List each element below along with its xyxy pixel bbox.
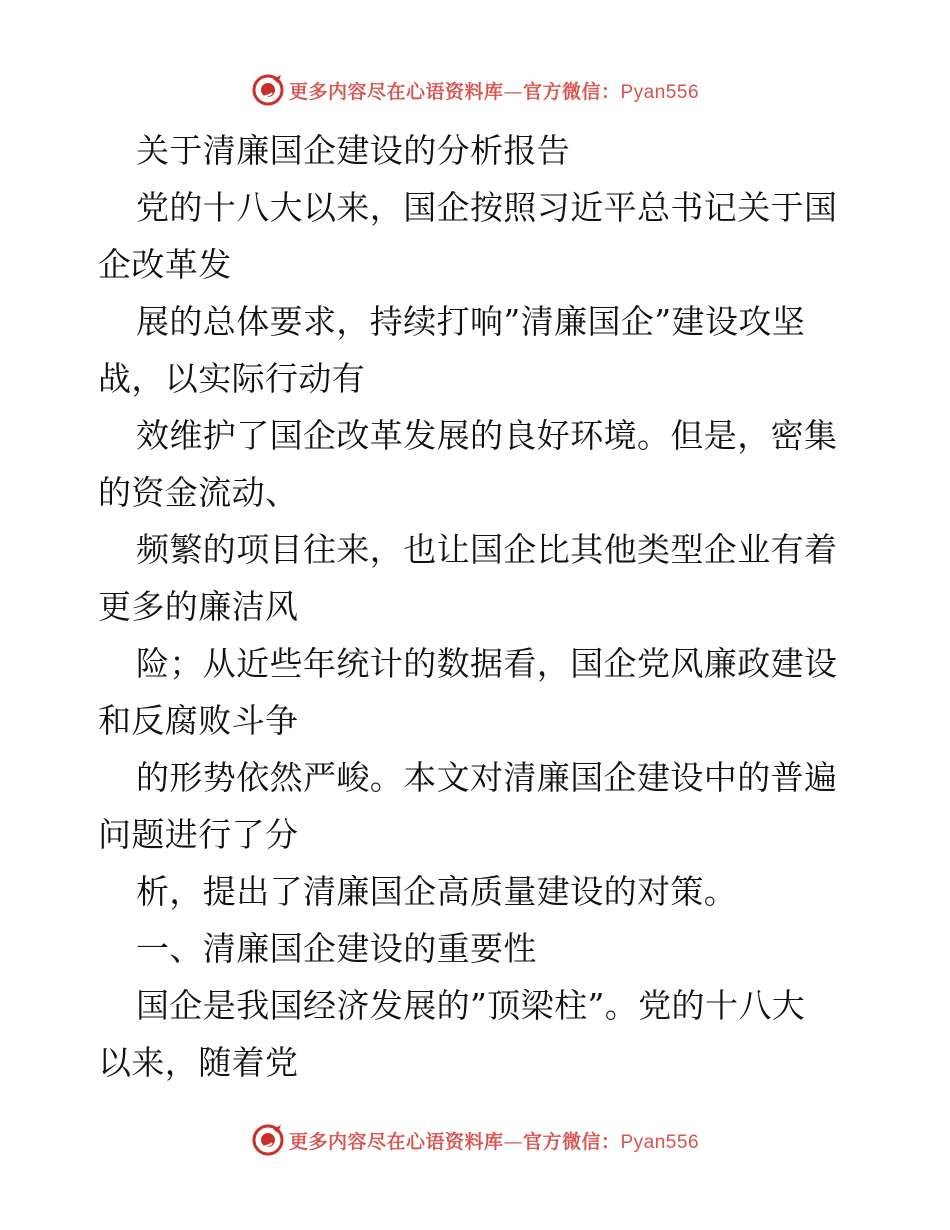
seal-logo-icon [251, 73, 285, 107]
document-body [98, 122, 850, 1091]
text-line: 问题进行了分 [98, 815, 299, 854]
text-line: 效维护了国企改革发展的良好环境。但是，密集 [136, 416, 838, 455]
watermark-handle: Pyan556 [620, 1131, 700, 1153]
text-line: 和反腐败斗争 [98, 701, 299, 740]
text-line: 党的十八大以来，国企按照习近平总书记关于国 [136, 188, 838, 227]
text-line: 国企是我国经济发展的”顶梁柱”。党的十八大 [136, 986, 806, 1025]
text-line: 的资金流动、 [98, 473, 299, 512]
seal-logo-icon [251, 1123, 285, 1157]
watermark-secondary: 官方微信： [522, 1130, 621, 1153]
text-line: 更多的廉洁风 [98, 587, 299, 626]
watermark-text [289, 77, 699, 104]
watermark-main: 更多内容尽在心语资料库 [288, 1130, 504, 1153]
watermark-main: 更多内容尽在心语资料库 [288, 80, 504, 103]
watermark-header [0, 70, 950, 110]
text-line: 企改革发 [98, 245, 232, 284]
text-line: 战，以实际行动有 [98, 359, 366, 398]
text-line: 以来，随着党 [98, 1043, 299, 1082]
watermark-handle: Pyan556 [620, 81, 700, 103]
text-line: 频繁的项目往来，也让国企比其他类型企业有着 [136, 530, 838, 569]
text-line: 展的总体要求，持续打响”清廉国企”建设攻坚 [136, 302, 806, 341]
watermark-footer [0, 1120, 950, 1160]
text-line: 析，提出了清廉国企高质量建设的对策。 [136, 872, 738, 911]
text-line: 险；从近些年统计的数据看，国企党风廉政建设 [136, 644, 838, 683]
watermark-text [289, 1127, 699, 1154]
text-line: 关于清廉国企建设的分析报告 [136, 131, 571, 170]
watermark-secondary: 官方微信： [522, 80, 621, 103]
watermark-separator: — [503, 80, 523, 103]
text-line: 一、清廉国企建设的重要性 [136, 929, 537, 968]
text-line: 的形势依然严峻。本文对清廉国企建设中的普遍 [136, 758, 838, 797]
watermark-separator: — [503, 1130, 523, 1153]
